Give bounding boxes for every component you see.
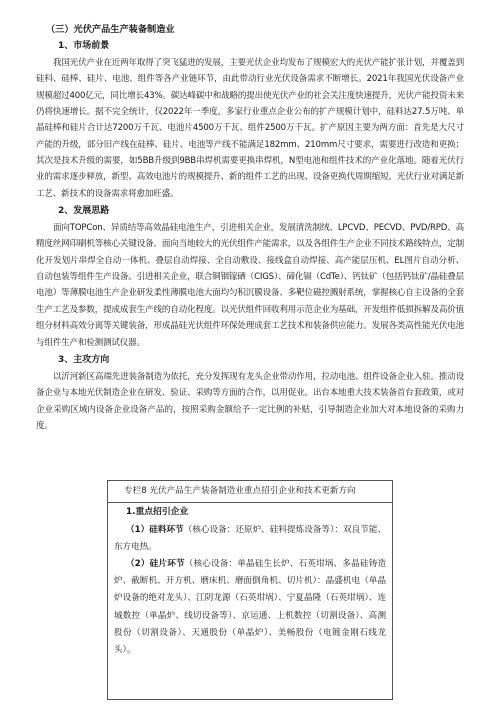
- main-content: [36, 22, 464, 436]
- box-body: [108, 503, 392, 659]
- box-item-text: （核心设备：还原炉、硅料提炼设备等）：双良节能、东方电热。: [114, 524, 386, 552]
- heading-main-direction: 3、主攻方向: [58, 354, 110, 365]
- box-title: 专栏8 光伏产品生产装备制造业重点招引企业和技术更新方向: [108, 481, 392, 503]
- box-item-silicon-material: [114, 522, 386, 556]
- box-item-label: （1）硅料环节: [126, 524, 184, 535]
- box-subheading: 1.重点招引企业: [126, 507, 189, 517]
- section-title: （三）光伏产品生产装备制造业: [46, 24, 175, 35]
- box-item-label: （2）硅片环节: [126, 558, 185, 569]
- paragraph-main-direction: 以沂河新区高端先进装备制造为依托，充分发挥现有龙头企业带动作用，拉动电池、组件设备企业入驻。推动设备企业与本地光伏制造企业在研发、验证、采购等方面的合作，以用促业。出台本地重大技术装备首台套政策，或对企业采购区域内设备企业设备产品的，按照采购金额给予一定比例的补贴，引导制造企业加大对本地设备的采购力度。: [36, 371, 464, 431]
- column-box: [107, 480, 393, 700]
- heading-market-outlook: 1、市场前景: [58, 41, 110, 51]
- paragraph-development-approach: 面向TOPCon、异质结等高效晶硅电池生产，引进相关企业，发展清洗制绒、LPCVD、PECVD、PVD/RPD、高精度丝网印刷机等核心关键设备。面向当地较大的光伏组件产能需求，以及各组件生产企业不同技术路线特点，定制化开发划片串焊全自动一体机、叠层自动焊接、全自动敷设、接线盒自动焊接、高产能层压机、EL图片自动分析、自动包装等组件生产设备。引进相关企业，联合铜铟镓硒（CIGS）、碲化镉（CdTe）、钙钛矿（包括钙钛矿/晶硅叠层电池）等薄膜电池生产企业研发柔性薄膜电池大面均匀积沉膜设备、多靶位磁控溅射系统，掌握核心自主设备的全套生产工艺及参数，提成成套生产线的自动化程度。以光伏组件回收利用示范企业为基础，开发组件低损拆解及高价值组分材料高效分离等关键装备，形成晶硅光伏组件环保处理成套工艺技术和装备供应能力。发展各类高性能光伏电池与组件生产和检测测试仪器。: [36, 223, 464, 348]
- paragraph-market-outlook: 我国光伏产业在近两年取得了突飞猛进的发展，主要光伏企业均发布了规模宏大的光伏产能扩张计划，并覆盖到硅料、硅棒、硅片、电池、组件等各产业链环节，由此带动行业光伏设备需求不断增长。2021年我国光伏设备产业规模超过400亿元，同比增长43%。碳达峰碳中和战略的提出使光伏产业的社会关注度快速提升，光伏产能投资未来仍将快速增长。据不完全统计，仅2022年一季度，多家行业重点企业公布的扩产规模计划中，硅料达27.5万吨、单晶硅棒和硅片合计达7200万千瓦、电池片4500万千瓦、组件2500万千瓦。扩产原因主要为两方面：首先是大尺寸产能的升级，部分旧产线在硅棒、硅片、电池等产线不能满足182mm、210mm尺寸要求，需要进行改造和更换；其次是技术升级的需要，如5BB升级到9BB串焊机需要更换串焊机，N型电池和组件技术的产业化落地。随着光伏行业的需求逐步释放，新型、高效电池片的规模提升、新的组件工艺的出现、设备更换代周期缩短，光伏行业对满足新工艺、新技术的设备需求将愈加旺盛。: [36, 58, 464, 199]
- heading-development-approach: 2、发展思路: [58, 206, 110, 217]
- box-item-silicon-wafer: [114, 556, 386, 659]
- box-item-text: （核心设备：单晶硅生长炉、石英坩埚、多晶硅铸造炉、截断机、开方机、磨床机、磨面倒角机、切片机）：晶盛机电（单晶炉设备的绝对龙头）、江阴龙源（石英坩埚）、宁夏晶隆（石英坩埚）、连城数控（单晶炉、线切设备等）、京运通、上机数控（切割设备）、高测股份（切割设备）、天通股份（单晶炉）、美畅股份（电镀金刚石线龙头）。: [114, 558, 387, 655]
